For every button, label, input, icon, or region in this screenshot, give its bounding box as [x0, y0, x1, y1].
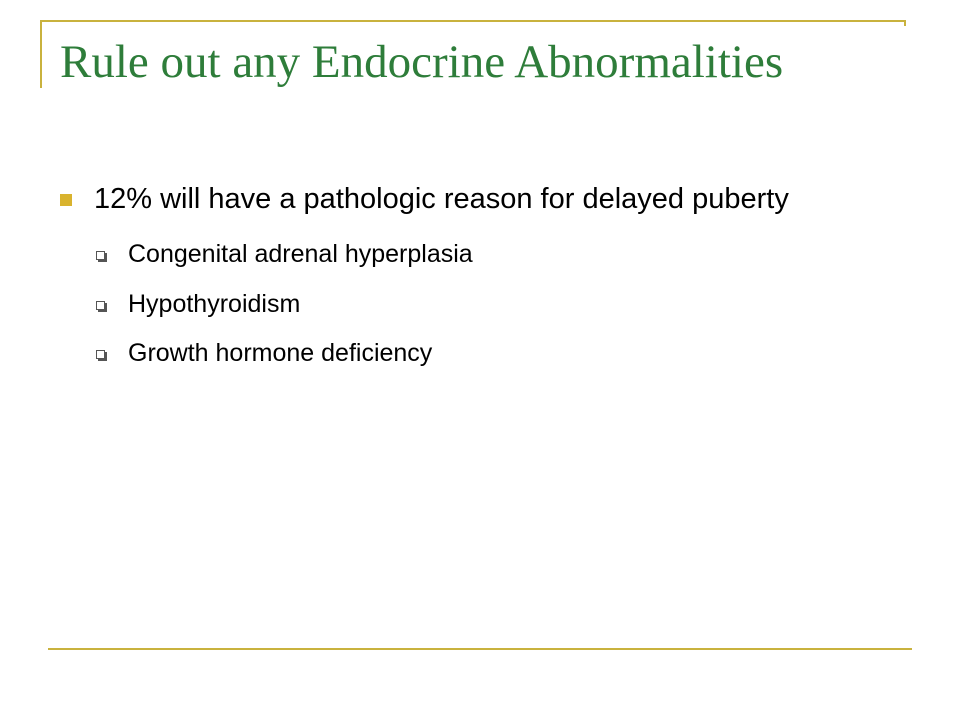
bullet-list [60, 178, 840, 379]
sub-bullet-item [94, 230, 840, 280]
hollow-square-bullet-icon [96, 350, 105, 359]
bullet-text: 12% will have a pathologic reason for delayed puberty [94, 183, 789, 215]
footer-divider-line [48, 648, 912, 650]
sub-bullet-item [94, 280, 840, 330]
hollow-square-bullet-icon [96, 251, 105, 260]
frame-top-line [40, 20, 906, 22]
sub-bullet-text: Congenital adrenal hyperplasia [128, 240, 473, 269]
frame-right-tick [904, 20, 906, 26]
sub-bullet-text: Growth hormone deficiency [128, 339, 433, 368]
sub-bullet-text: Hypothyroidism [128, 289, 301, 318]
sub-bullet-list [94, 230, 840, 379]
bullet-item [60, 178, 840, 379]
sub-bullet-item [94, 329, 840, 379]
square-bullet-icon [60, 194, 72, 206]
frame-left-line [40, 20, 42, 88]
slide-title: Rule out any Endocrine Abnormalities [60, 36, 784, 88]
hollow-square-bullet-icon [96, 301, 105, 310]
